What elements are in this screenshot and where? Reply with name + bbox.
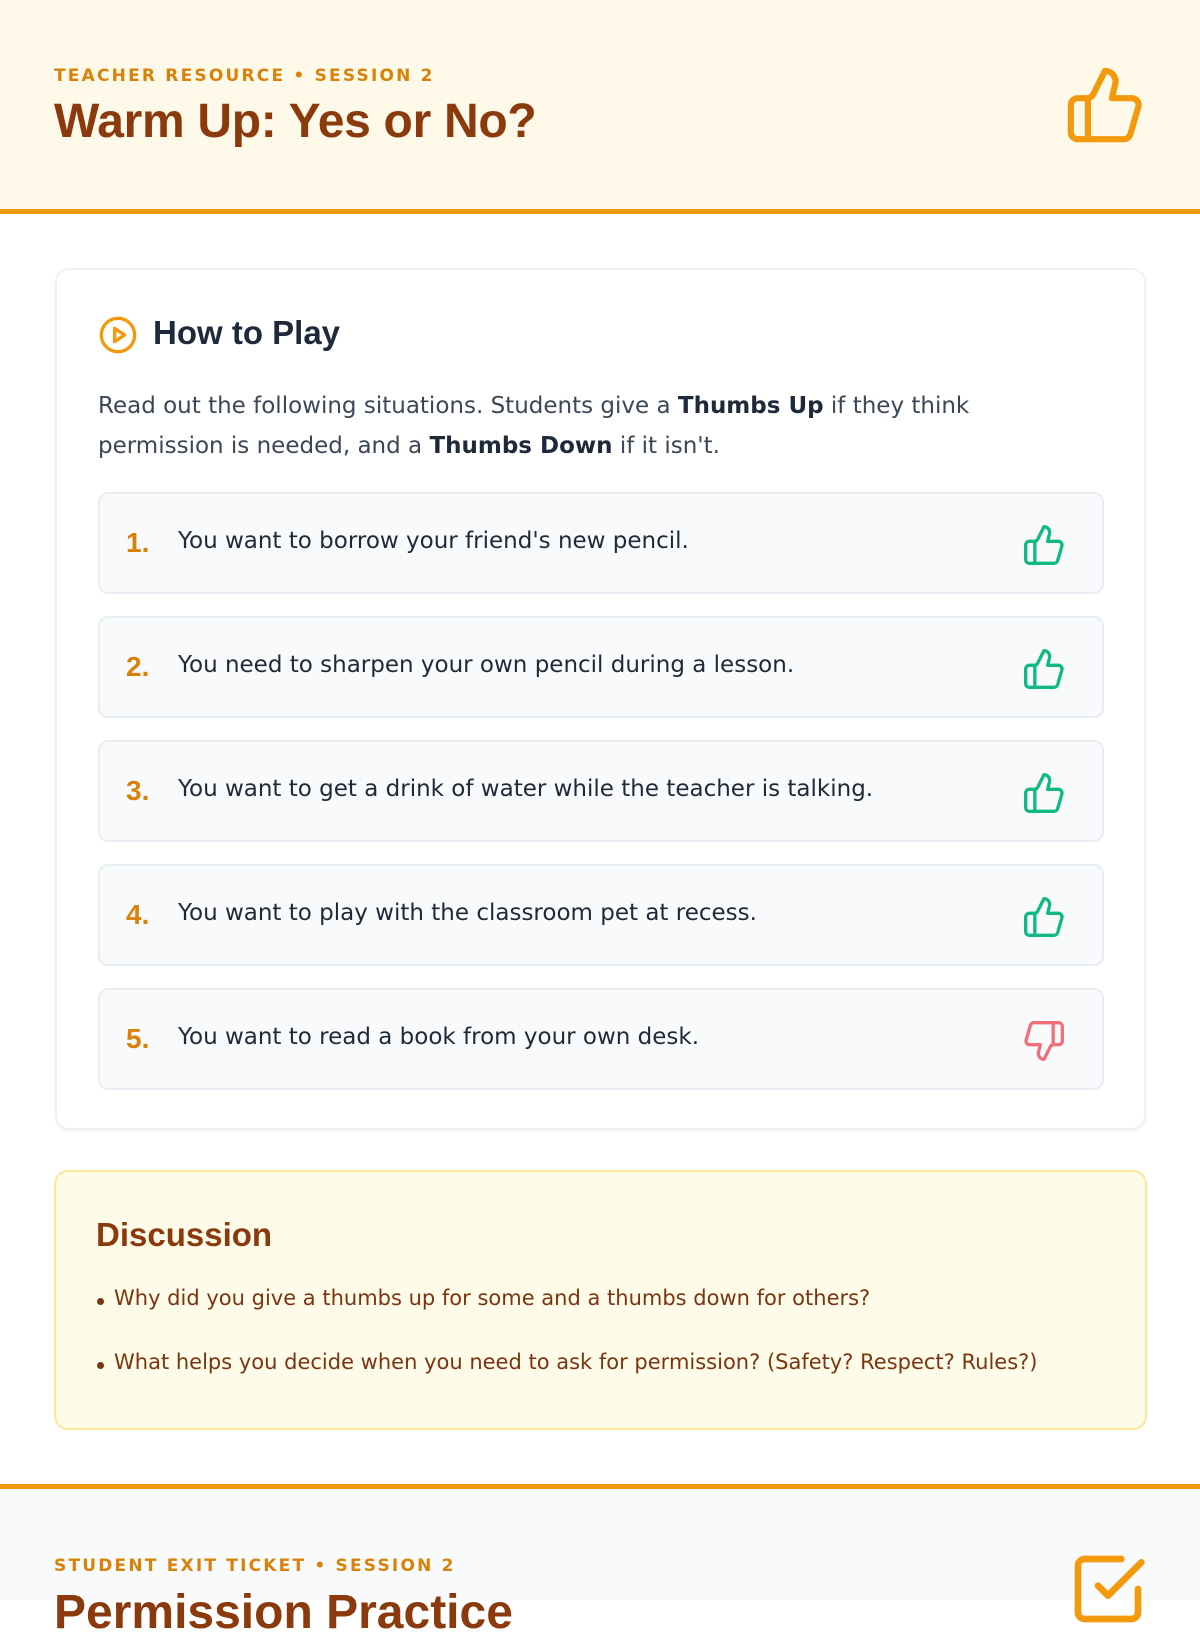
situation-number: 3. <box>126 775 150 806</box>
situation-number: 5. <box>126 1023 150 1054</box>
instructions-text: Read out the following situations. Students give a Thumbs Up if they think permission is needed, and a Thumbs Down if it isn't. <box>98 393 970 459</box>
situation-item <box>98 616 1104 718</box>
discussion-questions <box>96 1286 1116 1414</box>
situation-text: You want to play with the classroom pet at recess. <box>178 900 757 926</box>
situation-number: 2. <box>126 651 150 682</box>
page-title: Warm Up: Yes or No? <box>54 95 537 148</box>
thumbs-up-icon <box>1022 523 1066 567</box>
thumbs-up-icon <box>1022 895 1066 939</box>
how-to-play-title: How to Play <box>153 314 341 351</box>
thumbs-up-icon <box>1022 647 1066 691</box>
situation-text: You want to borrow your friend's new pencil. <box>178 528 689 554</box>
exit-ticket-title: Permission Practice <box>54 1586 513 1639</box>
thumbs-up-icon <box>1064 64 1146 146</box>
page-header <box>0 0 1200 214</box>
thumbs-up-term: Thumbs Up <box>677 393 824 419</box>
discussion-title: Discussion <box>96 1216 273 1253</box>
footer-eyebrow: STUDENT EXIT TICKET • SESSION 2 <box>54 1556 456 1576</box>
play-circle-icon <box>98 315 138 355</box>
situation-number: 1. <box>126 527 150 558</box>
exit-ticket-header <box>0 1484 1200 1639</box>
checkbox-icon <box>1068 1549 1148 1629</box>
header-eyebrow: TEACHER RESOURCE • SESSION 2 <box>54 66 435 86</box>
situation-item <box>98 864 1104 966</box>
situation-item <box>98 740 1104 842</box>
how-to-play-card <box>55 268 1146 1130</box>
discussion-box <box>54 1170 1147 1430</box>
situation-text: You need to sharpen your own pencil during a lesson. <box>178 652 795 678</box>
thumbs-down-icon <box>1022 1019 1066 1063</box>
discussion-question: What helps you decide when you need to ask for permission? (Safety? Respect? Rules?) <box>96 1350 1116 1414</box>
thumbs-down-term: Thumbs Down <box>429 433 613 459</box>
situation-item <box>98 492 1104 594</box>
situation-list <box>98 492 1104 1112</box>
discussion-question: Why did you give a thumbs up for some and a thumbs down for others? <box>96 1286 1116 1350</box>
situation-text: You want to get a drink of water while the teacher is talking. <box>178 776 874 802</box>
situation-item <box>98 988 1104 1090</box>
situation-number: 4. <box>126 899 150 930</box>
thumbs-up-icon <box>1022 771 1066 815</box>
situation-text: You want to read a book from your own desk. <box>178 1024 700 1050</box>
